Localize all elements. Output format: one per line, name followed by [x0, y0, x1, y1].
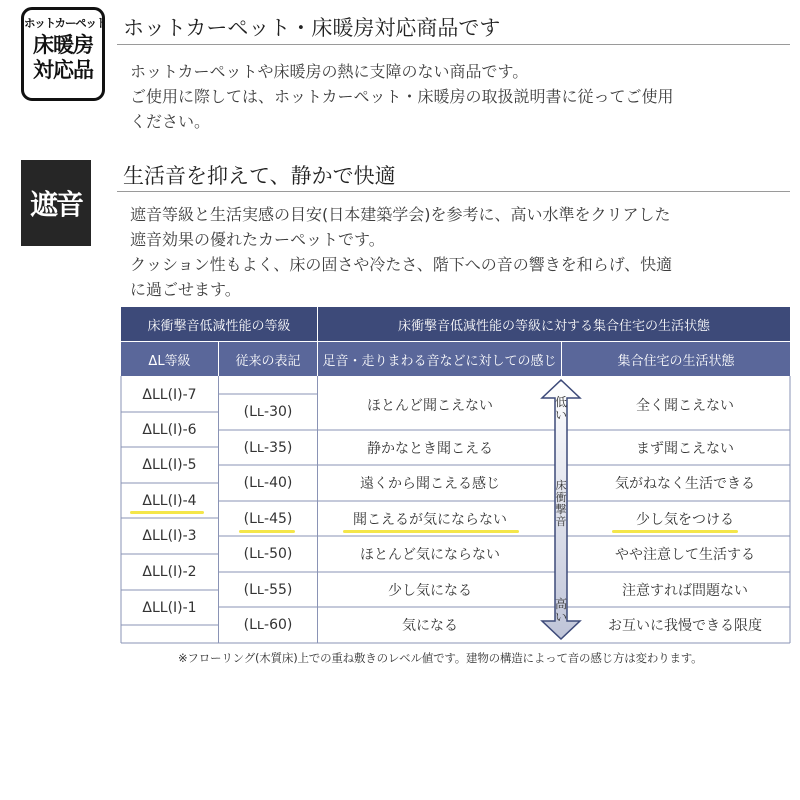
- section2-title: 生活音を抑えて、静かで快適: [123, 164, 396, 188]
- old-notation-cell: (Lʟ-60): [243, 617, 293, 633]
- badge-line2: 床暖房: [33, 33, 93, 57]
- living-state-cell: やや注意して生活する: [615, 547, 755, 563]
- column-header-life: 集合住宅の生活状態: [562, 342, 790, 376]
- highlight-old: [239, 530, 295, 533]
- table-header-left: 床衝撃音低減性能の等級: [121, 307, 317, 341]
- arrow-label-low: 低い: [554, 395, 567, 422]
- living-state-cell: 少し気をつける: [636, 511, 734, 528]
- grade-cell: ΔLL(I)-7: [142, 386, 197, 403]
- feeling-cell: 静かなとき聞こえる: [367, 440, 493, 457]
- feeling-cell: 気になる: [402, 618, 458, 634]
- badge-line3: 対応品: [33, 58, 93, 82]
- grade-cell: ΔLL(I)-6: [142, 421, 197, 438]
- column-header-feel: 足音・走りまわる音などに対しての感じ: [318, 342, 561, 376]
- footnote: ※フローリング(木質床)上での重ね敷きのレベル値です。建物の構造によって音の感じ方は変わります。: [178, 651, 703, 665]
- living-state-cell: まず聞こえない: [636, 440, 734, 457]
- highlight-grade: [130, 511, 204, 514]
- section1-line: ご使用に際しては、ホットカーペット・床暖房の取扱説明書に従ってご使用: [130, 87, 674, 106]
- living-state-cell: 全く聞こえない: [636, 398, 734, 414]
- old-notation-cell: (Lʟ-35): [243, 439, 293, 456]
- old-notation-cell: (Lʟ-55): [243, 581, 293, 598]
- section1-title: ホットカーペット・床暖房対応商品です: [123, 16, 501, 40]
- grade-cell: ΔLL(I)-2: [142, 564, 197, 580]
- badge-line1: ホットカーペット: [24, 16, 107, 30]
- section2-line: クッション性もよく、床の固さや冷たさ、階下への音の響きを和らげ、快適: [130, 255, 673, 274]
- grade-cell: ΔLL(I)-3: [142, 528, 197, 544]
- feeling-cell: ほとんど聞こえない: [367, 398, 493, 414]
- feeling-cell: 遠くから聞こえる感じ: [360, 476, 500, 492]
- old-notation-cell: (Lʟ-30): [243, 404, 293, 420]
- old-notation-cell: (Lʟ-45): [243, 510, 293, 527]
- section1-line: ください。: [130, 112, 211, 131]
- section1-line: ホットカーペットや床暖房の熱に支障のない商品です。: [130, 62, 529, 81]
- section2-line: 遮音効果の優れたカーペットです。: [130, 230, 385, 249]
- table-header-right: 床衝撃音低減性能の等級に対する集合住宅の生活状態: [318, 307, 790, 341]
- highlight-life: [612, 530, 738, 533]
- living-state-cell: 注意すれば問題ない: [622, 582, 748, 599]
- old-notation-cell: (Lʟ-40): [243, 475, 293, 491]
- column-header-grade: ΔL等級: [121, 342, 218, 376]
- arrow-label-high: 高い: [554, 597, 567, 624]
- feeling-cell: 少し気になる: [388, 582, 472, 599]
- section2-line: 遮音等級と生活実感の目安(日本建築学会)を参考に、高い水準をクリアした: [130, 205, 671, 224]
- column-header-old: 従来の表記: [219, 342, 317, 376]
- living-state-cell: 気がねなく生活できる: [615, 476, 755, 492]
- old-notation-cell: (Lʟ-50): [243, 546, 293, 562]
- arrow-label-mid: 床衝撃音: [555, 479, 567, 528]
- grade-cell: ΔLL(I)-4: [142, 492, 197, 509]
- feeling-cell: 聞こえるが気にならない: [353, 511, 507, 528]
- section2-line: に過ごせます。: [130, 280, 241, 299]
- feeling-cell: ほとんど気にならない: [360, 547, 500, 563]
- living-state-cell: お互いに我慢できる限度: [608, 618, 762, 634]
- grade-cell: ΔLL(I)-1: [142, 599, 197, 616]
- grade-cell: ΔLL(I)-5: [142, 457, 197, 473]
- soundproof-badge: 遮音: [21, 160, 91, 246]
- highlight-feel: [343, 530, 519, 533]
